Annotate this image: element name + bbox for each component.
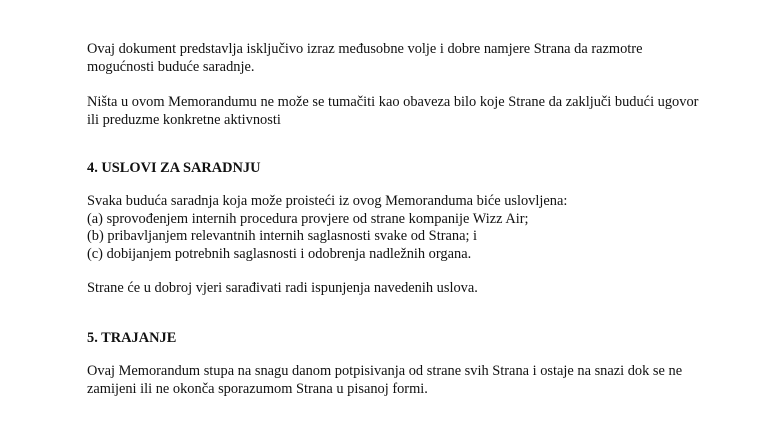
paragraph-line: Ovaj Memorandum stupa na snagu danom potpisivanja od strane svih Strana i ostaje na snazi dok se ne bbox=[87, 363, 683, 379]
paragraph-line: Ovaj dokument predstavlja isključivo izraz međusobne volje i dobre namjere Strana da razmotre bbox=[87, 41, 643, 57]
list-item: (c) dobijanjem potrebnih saglasnosti i odobrenja nadležnih organa. bbox=[87, 245, 472, 262]
paragraph-no-obligation bbox=[87, 94, 747, 129]
list-item: (b) pribavljanjem relevantnih internih saglasnosti svake od Strana; i bbox=[87, 228, 478, 244]
paragraph-line: ili preduzme konkretne aktivnosti bbox=[87, 111, 281, 128]
section-heading-duration: 5. TRAJANJE bbox=[87, 330, 177, 346]
paragraph-intent bbox=[87, 41, 747, 76]
paragraph-line: Strane će u dobroj vjeri sarađivati radi ispunjenja navedenih uslova. bbox=[87, 280, 478, 296]
paragraph-line: mogućnosti buduće saradnje. bbox=[87, 58, 255, 75]
section-heading-conditions: 4. USLOVI ZA SARADNJU bbox=[87, 160, 261, 176]
paragraph-line: zamijeni ili ne okonča sporazumom Strana u pisanoj formi. bbox=[87, 380, 428, 397]
paragraph-line: Svaka buduća saradnja koja može proisteći iz ovog Memoranduma biće uslovljena: bbox=[87, 193, 568, 209]
paragraph-line: Ništa u ovom Memorandumu ne može se tumačiti kao obaveza bilo koje Strane da zaključi budući ugovor bbox=[87, 94, 699, 110]
paragraph-good-faith bbox=[87, 280, 747, 298]
list-item: (a) sprovođenjem internih procedura provjere od strane kompanije Wizz Air; bbox=[87, 210, 529, 227]
paragraph-duration bbox=[87, 363, 747, 398]
paragraph-conditions bbox=[87, 193, 747, 263]
